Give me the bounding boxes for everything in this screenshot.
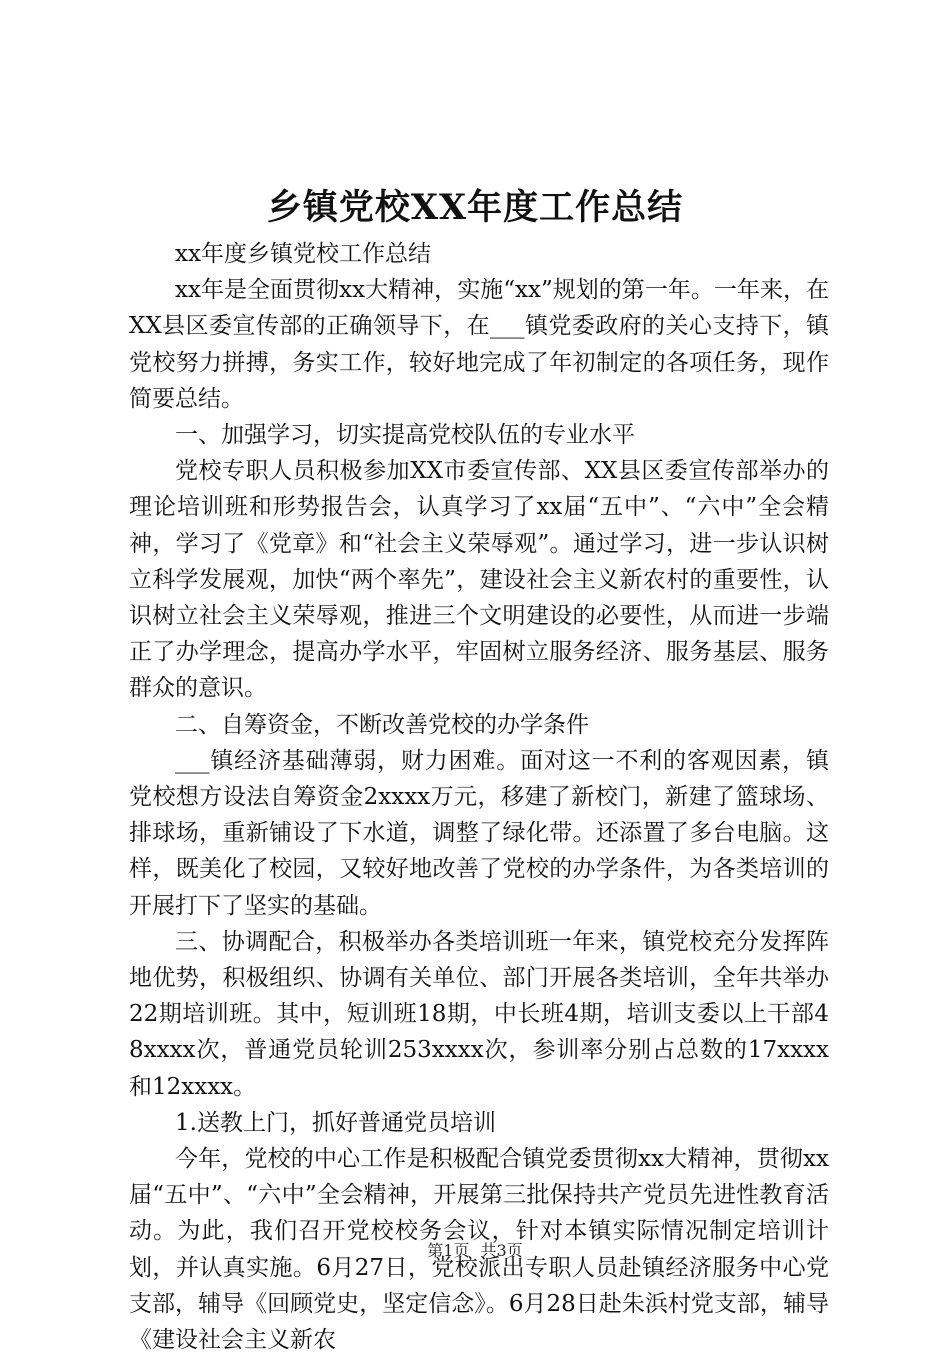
subsection-heading-1: 1.送教上门，抓好普通党员培训 (175, 1109, 496, 1136)
page-number: 第1页 (427, 1241, 470, 1260)
section-heading-1: 一、加强学习，切实提高党校队伍的专业水平 (175, 422, 635, 449)
section-2-paragraph: ___镇经济基础薄弱，财力困难。面对这一不利的客观因素，镇党校想方设法自筹资金2xxxx万元，移建了新校门，新建了篮球场、排球场，重新铺设了下水道，调整了绿化带。还添置了多台电脑。这样，既美化了校园，又较好地改善了党校的办学条件，为各类培训的开展打下了坚实的基础。 (129, 747, 829, 919)
section-1-paragraph: 党校专职人员积极参加XX市委宣传部、XX县区委宣传部举办的理论培训班和形势报告会，认真学习了xx届“五中”、“六中”全会精神，学习了《党章》和“社会主义荣辱观”。通过学习，进一步认识树立科学发展观，加快“两个率先”，建设社会主义新农村的重要性，认识树立社会主义荣辱观，推进三个文明建设的必要性，从而进一步端正了办学理念，提高办学水平，牢固树立服务经济、服务基层、服务群众的意识。 (129, 458, 829, 702)
intro-paragraph: xx年是全面贯彻xx大精神，实施“xx”规划的第一年。一年来，在XX县区委宣传部的正确领导下，在___镇党委政府的关心支持下，镇党校努力拼搏，务实工作，较好地完成了年初制定的各项任务，现作简要总结。 (129, 277, 829, 412)
page-footer (0, 1240, 950, 1262)
section-3-paragraph: 三、协调配合，积极举办各类培训班一年来，镇党校充分发挥阵地优势，积极组织、协调有关单位、部门开展各类培训，全年共举办22期培训班。其中，短训班18期，中长班4期，培训支委以上干部48xxxx次，普通党员轮训253xxxx次，参训率分别占总数的17xxxx和12xxxx。 (129, 928, 829, 1100)
document-body (129, 236, 829, 1358)
subtitle-paragraph: xx年度乡镇党校工作总结 (175, 241, 431, 267)
subsection-1-paragraph: 今年，党校的中心工作是积极配合镇党委贯彻xx大精神，贯彻xx届“五中”、“六中”全会精神，开展第三批保持共产党员先进性教育活动。为此，我们召开党校校务会议，针对本镇实际情况制定培训计划，并认真实施。6月27日，党校派出专职人员赴镇经济服务中心党支部，辅导《回顾党史，坚定信念》。6月28日赴朱浜村党支部，辅导《建设社会主义新农 (129, 1146, 829, 1354)
section-heading-2: 二、自筹资金，不断改善党校的办学条件 (175, 711, 589, 738)
document-title: 乡镇党校XX年度工作总结 (266, 187, 684, 228)
page-total: 共3页 (480, 1241, 523, 1260)
